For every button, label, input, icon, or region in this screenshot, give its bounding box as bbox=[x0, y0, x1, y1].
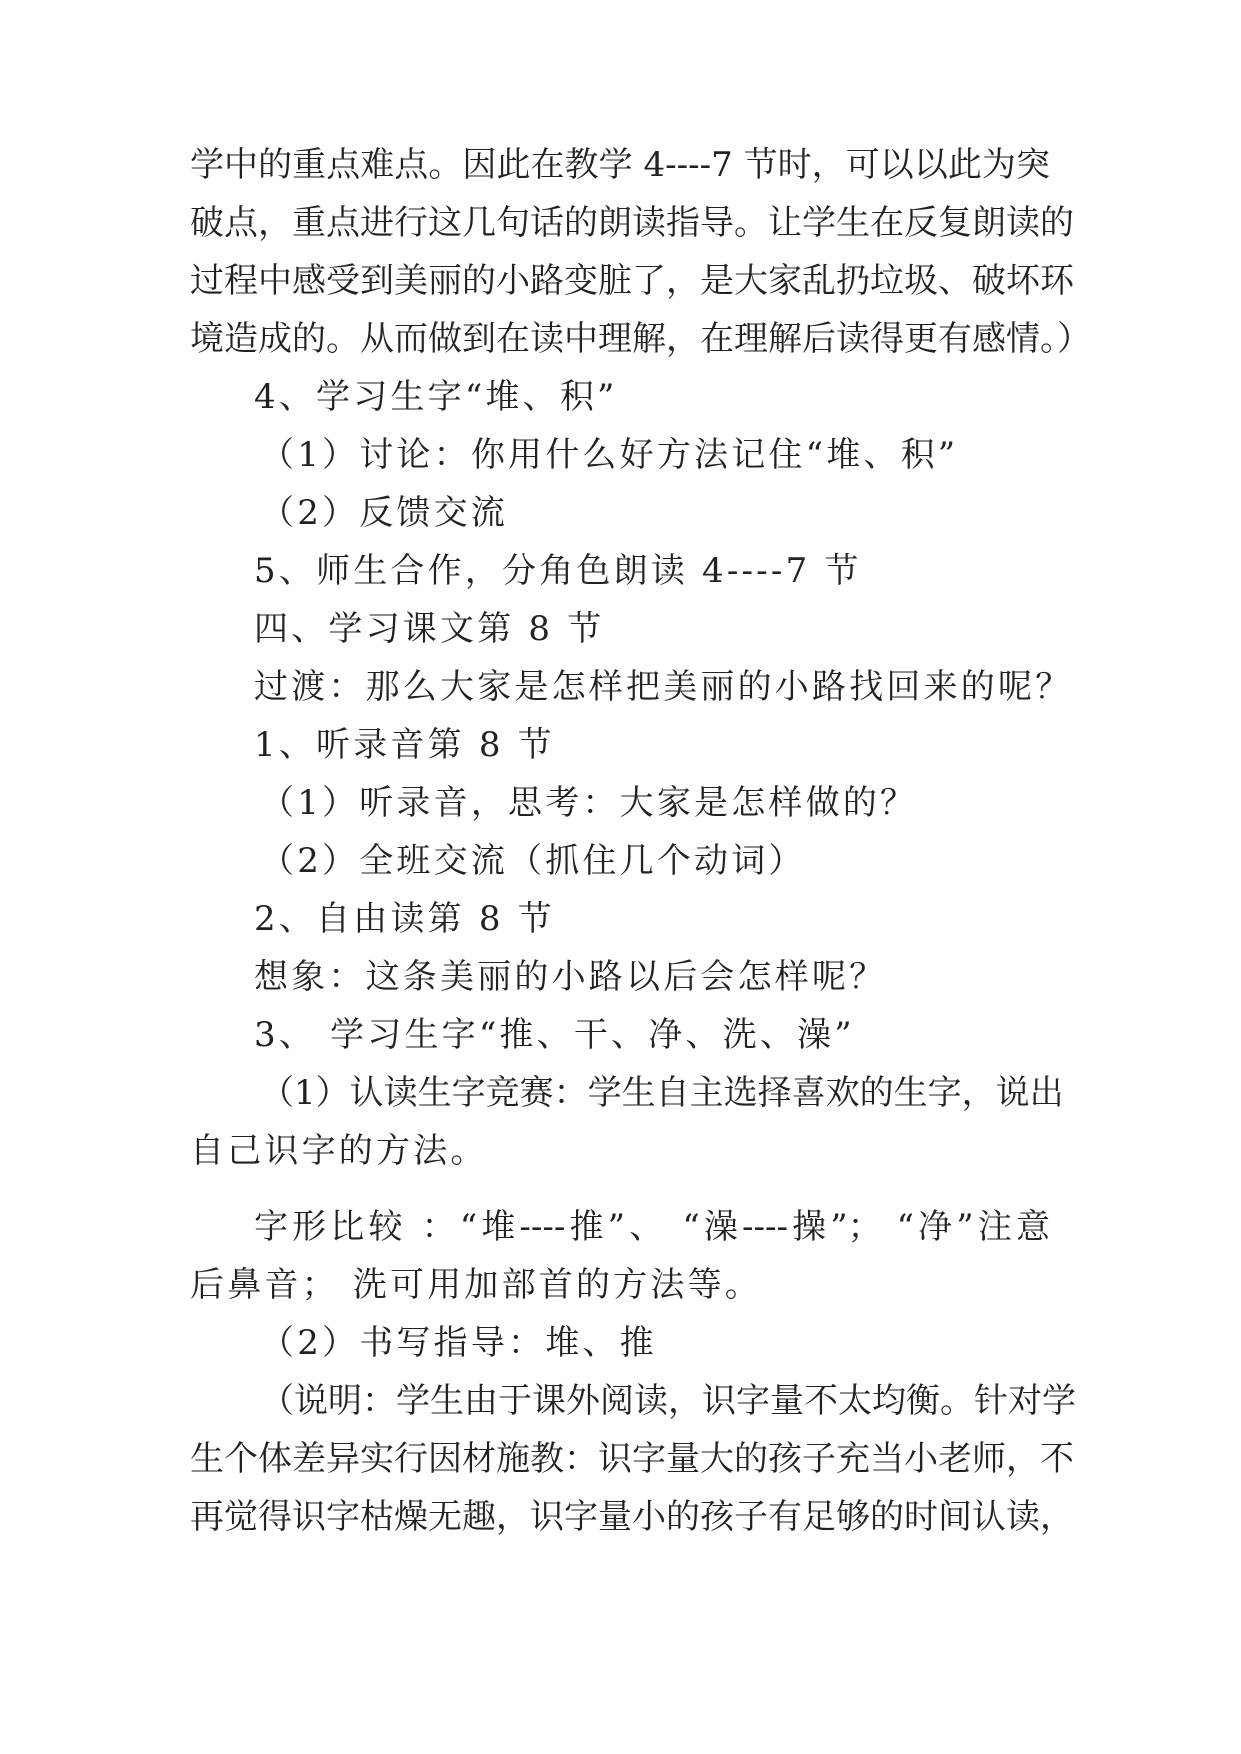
text-line: 过程中感受到美丽的小路变脏了，是大家乱扔垃圾、破坏环 bbox=[190, 261, 1074, 301]
text-line: 生个体差异实行因材施教：识字量大的孩子充当小老师，不 bbox=[190, 1439, 1074, 1479]
text-line: （2）书写指导：堆、推 bbox=[260, 1323, 657, 1363]
text-line: 后鼻音； 洗可用加部首的方法等。 bbox=[190, 1265, 763, 1305]
text-line: 境造成的。从而做到在读中理解，在理解后读得更有感情。） bbox=[190, 319, 1091, 359]
text-line: 破点，重点进行这几句话的朗读指导。让学生在反复朗读的 bbox=[190, 203, 1074, 243]
text-line: 3、 学习生字“推、干、净、洗、澡” bbox=[254, 1015, 855, 1055]
text-line: 字形比较 ：“堆----推”、 “澡----操”； “净”注意 bbox=[254, 1207, 1050, 1247]
text-line: （2）反馈交流 bbox=[260, 493, 509, 533]
text-line: 过渡：那么大家是怎样把美丽的小路找回来的呢？ bbox=[254, 667, 1073, 707]
text-line: 5、师生合作，分角色朗读 4----7 节 bbox=[254, 551, 862, 591]
text-line: 1、听录音第 8 节 bbox=[254, 725, 555, 765]
text-line: （说明：学生由于课外阅读，识字量不太均衡。针对学 bbox=[260, 1381, 1076, 1421]
text-line: 想象：这条美丽的小路以后会怎样呢？ bbox=[254, 957, 887, 997]
text-line: 4、学习生字“堆、积” bbox=[254, 377, 618, 417]
text-line: 2、自由读第 8 节 bbox=[254, 899, 555, 939]
text-line: 学中的重点难点。因此在教学 4----7 节时，可以以此为突 bbox=[190, 145, 1050, 185]
text-line: 再觉得识字枯燥无趣，识字量小的孩子有足够的时间认读， bbox=[190, 1497, 1074, 1537]
text-line: （2）全班交流（抓住几个动词） bbox=[260, 841, 806, 881]
text-line: 自己识字的方法。 bbox=[190, 1131, 488, 1171]
text-line: （1）认读生字竞赛：学生自主选择喜欢的生字，说出 bbox=[260, 1073, 1064, 1113]
text-line: （1）听录音，思考：大家是怎样做的？ bbox=[260, 783, 918, 823]
text-line: 四、学习课文第 8 节 bbox=[254, 609, 605, 649]
text-line: （1）讨论：你用什么好方法记住“堆、积” bbox=[260, 435, 959, 475]
